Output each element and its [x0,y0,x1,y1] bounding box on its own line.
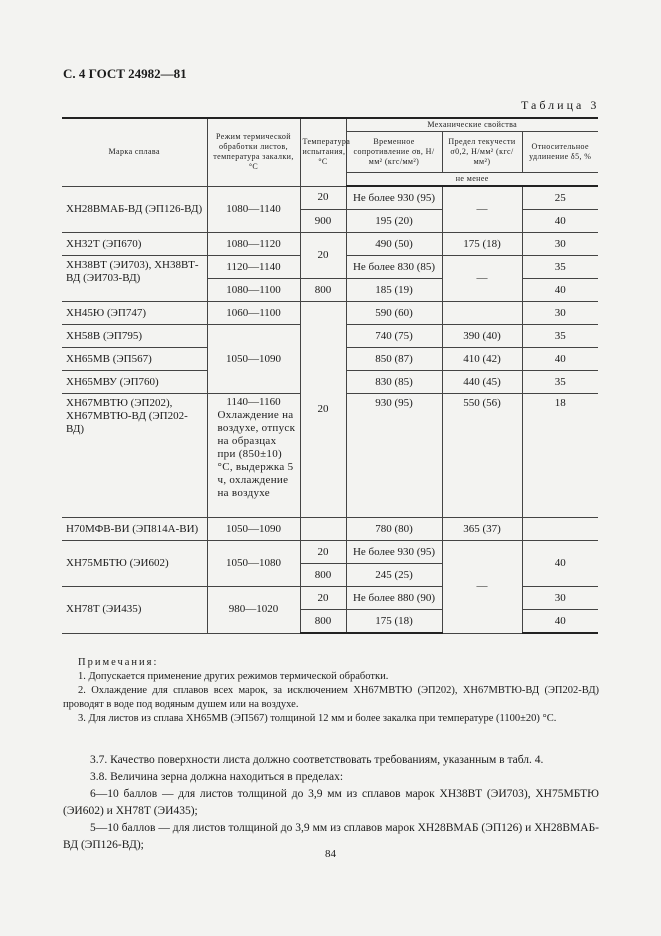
heat-cell: 1080—1120 [207,233,300,256]
heat-cell [207,394,300,518]
grade-cell: ХН75МБТЮ (ЭИ602) [62,541,207,587]
tensile-cell: 830 (85) [346,371,442,394]
grade-cell: ХН67МВТЮ (ЭП202), ХН67МВТЮ-ВД (ЭП202-ВД) [62,394,207,518]
yield-cell: 390 (40) [442,325,522,348]
yield-cell: 410 (42) [442,348,522,371]
grade-cell: ХН38ВТ (ЭИ703), ХН38ВТ-ВД (ЭИ703-ВД) [62,256,207,302]
tensile-cell: 930 (95) [346,394,442,518]
heat-cell: 1120—1140 [207,256,300,279]
paragraph: 6—10 баллов — для листов толщиной до 3,9 мм из сплавов марок ХН38ВТ (ЭИ703), ХН75МБТЮ (ЭИ602) и ХН78Т (ЭИ435); [63,788,599,817]
grade-cell: ХН32Т (ЭП670) [62,233,207,256]
temp-cell: 900 [300,210,346,233]
tensile-cell: 490 (50) [346,233,442,256]
note-item: 2. Охлаждение для сплавов всех марок, за исключением ХН67МВТЮ (ЭП202), ХН67МВТЮ-ВД (ЭП202-ВД) проводят в воде под водяным душем или на воздухе. [63,685,599,710]
header-mechanical: Механические свойства [346,118,598,132]
paragraph: 3.7. Качество поверхности листа должно соответствовать требованиям, указанным в табл. 4. [90,754,544,766]
heat-treatment-note: Охлаждение на воздухе, отпуск на образцах при (850±10) °С, выдержка 5 ч, охлаждение на воздухе [217,409,296,499]
temp-cell: 20 [300,302,346,518]
grade-cell: ХН78Т (ЭИ435) [62,587,207,634]
temp-cell: 20 [300,541,346,564]
paragraph: 5—10 баллов — для листов толщиной до 3,9 мм из сплавов марок ХН28ВМАБ (ЭП126) и ХН28ВМАБ-ВД (ЭП126-ВД); [63,822,599,851]
tensile-cell: Не более 830 (85) [346,256,442,279]
properties-table [62,117,598,634]
heat-cell: 980—1020 [207,587,300,634]
heat-cell: 1060—1100 [207,302,300,325]
header-test-temp: Температура испытания, °С [300,118,346,186]
tensile-cell: 850 (87) [346,348,442,371]
table-notes [63,656,599,726]
yield-cell: — [442,541,522,634]
heat-cell: 1050—1090 [207,518,300,541]
header-grade: Марка сплава [62,118,207,186]
yield-cell: 175 (18) [442,233,522,256]
page-number: 84 [325,848,336,860]
elongation-cell: 30 [522,233,598,256]
elongation-cell: 35 [522,256,598,279]
elongation-cell: 40 [522,610,598,634]
elongation-cell: 40 [522,541,598,587]
temp-cell: 20 [300,186,346,210]
tensile-cell: 195 (20) [346,210,442,233]
elongation-cell: 40 [522,348,598,371]
document-header: С. 4 ГОСТ 24982—81 [63,66,187,81]
temp-cell: 20 [300,233,346,279]
yield-cell: — [442,186,522,233]
elongation-cell: 35 [522,371,598,394]
header-yield: Предел текучести σ0,2, Н/мм² (кгс/мм²) [442,132,522,173]
header-heat-treatment: Режим термической обработки листов, температура закалки, °С [207,118,300,186]
elongation-cell: 30 [522,587,598,610]
heat-range: 1140—1160 [226,396,281,408]
tensile-cell: 185 (19) [346,279,442,302]
tensile-cell: Не более 930 (95) [346,541,442,564]
temp-cell: 800 [300,610,346,634]
elongation-cell: 25 [522,186,598,210]
header-tensile: Временное сопротивление σв, Н/мм² (кгс/мм²) [346,132,442,173]
yield-cell: 440 (45) [442,371,522,394]
yield-cell: — [442,256,522,302]
note-item: 1. Допускается применение других режимов термической обработки. [78,671,389,682]
elongation-cell: 30 [522,302,598,325]
elongation-cell: 40 [522,210,598,233]
paragraph: 3.8. Величина зерна должна находиться в пределах: [90,771,344,783]
heat-cell: 1080—1140 [207,186,300,233]
tensile-cell: 245 (25) [346,564,442,587]
tensile-cell: 780 (80) [346,518,442,541]
grade-cell: ХН58В (ЭП795) [62,325,207,348]
elongation-cell: 18 [522,394,598,518]
yield-cell [442,302,522,325]
note-item: 3. Для листов из сплава ХН65МВ (ЭП567) толщиной 12 мм и более закалка при температуре (1100±20) °С. [78,713,557,724]
tensile-cell: Не более 880 (90) [346,587,442,610]
tensile-cell: 175 (18) [346,610,442,634]
yield-cell: 550 (56) [442,394,522,518]
notes-title: Примечания: [78,657,159,668]
header-min-note: не менее [346,173,598,187]
grade-cell: Н70МФВ-ВИ (ЭП814А-ВИ) [62,518,207,541]
table-caption: Таблица 3 [521,98,600,112]
header-elongation: Относительное удлинение δ5, % [522,132,598,173]
grade-cell: ХН65МВУ (ЭП760) [62,371,207,394]
body-text [63,752,599,854]
temp-cell: 20 [300,587,346,610]
temp-cell: 800 [300,564,346,587]
elongation-cell: 40 [522,279,598,302]
tensile-cell: 590 (60) [346,302,442,325]
tensile-cell: 740 (75) [346,325,442,348]
heat-cell: 1080—1100 [207,279,300,302]
grade-cell: ХН65МВ (ЭП567) [62,348,207,371]
grade-cell: ХН28ВМАБ-ВД (ЭП126-ВД) [62,186,207,233]
elongation-cell [522,518,598,541]
tensile-cell: Не более 930 (95) [346,186,442,210]
temp-cell [300,518,346,541]
grade-cell: ХН45Ю (ЭП747) [62,302,207,325]
heat-cell: 1050—1090 [207,325,300,394]
heat-cell: 1050—1080 [207,541,300,587]
elongation-cell: 35 [522,325,598,348]
temp-cell: 800 [300,279,346,302]
yield-cell: 365 (37) [442,518,522,541]
